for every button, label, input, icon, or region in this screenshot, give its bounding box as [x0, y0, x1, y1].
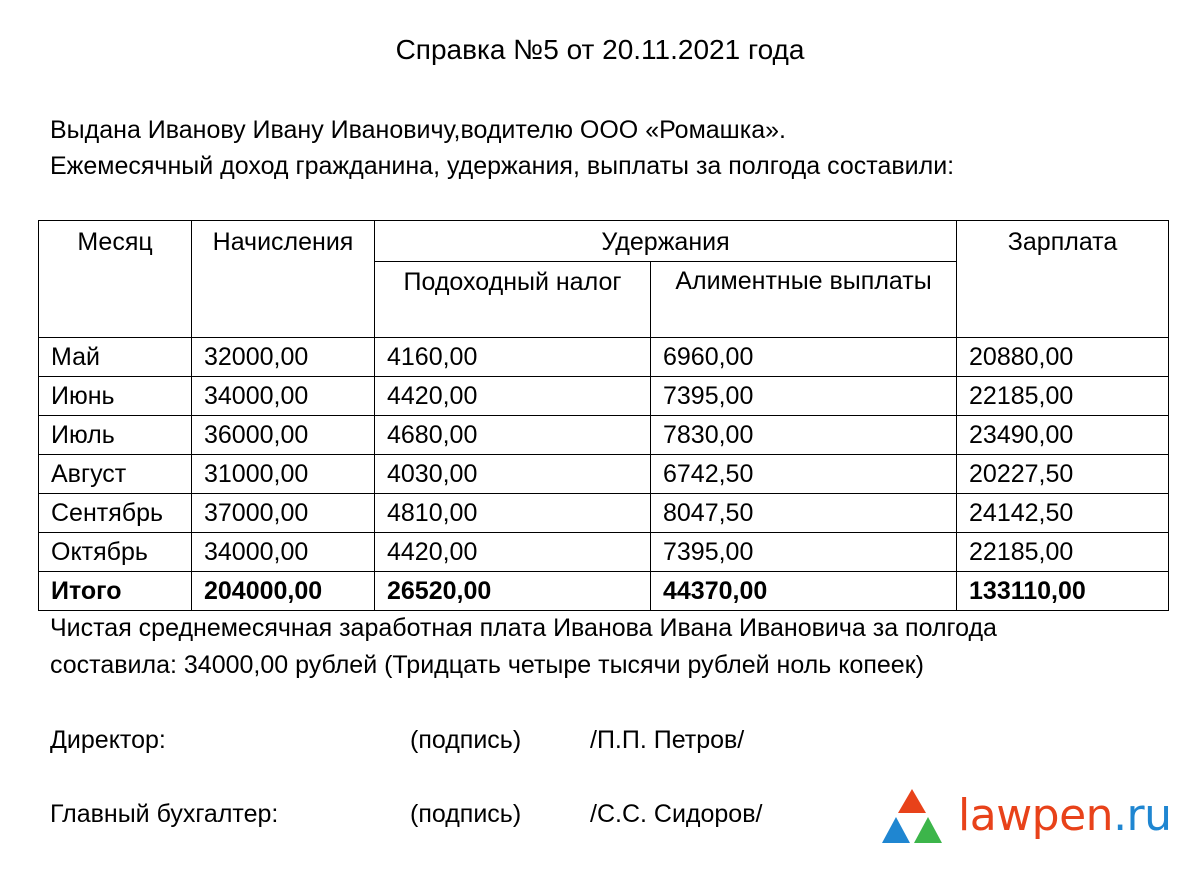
cell-alimony: 7395,00 — [651, 533, 957, 572]
cell-accruals: 34000,00 — [192, 377, 375, 416]
cell-alimony: 7395,00 — [651, 377, 957, 416]
cell-salary: 24142,50 — [957, 494, 1169, 533]
accountant-name: /С.С. Сидоров/ — [590, 800, 763, 828]
cell-alimony: 6742,50 — [651, 455, 957, 494]
triangle-logo-icon — [880, 787, 944, 845]
cell-income-tax: 4810,00 — [375, 494, 651, 533]
logo-text — [958, 786, 1172, 846]
header-month: Месяц — [39, 221, 192, 338]
lawpen-logo — [880, 786, 1172, 846]
table-row — [39, 416, 1169, 455]
cell-alimony: 8047,50 — [651, 494, 957, 533]
total-income-tax: 26520,00 — [375, 572, 651, 611]
cell-month: Июнь — [39, 377, 192, 416]
header-salary: Зарплата — [957, 221, 1169, 338]
cell-month: Август — [39, 455, 192, 494]
header-deductions: Удержания — [375, 221, 957, 262]
intro-line-2: Ежемесячный доход гражданина, удержания, выплаты за полгода составили: — [50, 152, 955, 180]
header-accruals: Начисления — [192, 221, 375, 338]
cell-income-tax: 4420,00 — [375, 533, 651, 572]
table-row — [39, 494, 1169, 533]
cell-accruals: 32000,00 — [192, 338, 375, 377]
table-row — [39, 377, 1169, 416]
intro-text — [50, 112, 1170, 184]
cell-month: Июль — [39, 416, 192, 455]
intro-line-1: Выдана Иванову Ивану Ивановичу,водителю ООО «Ромашка». — [50, 116, 786, 144]
cell-accruals: 34000,00 — [192, 533, 375, 572]
cell-alimony: 6960,00 — [651, 338, 957, 377]
director-role: Директор: — [50, 726, 166, 754]
document-title: Справка №5 от 20.11.2021 года — [395, 34, 805, 65]
cell-accruals: 31000,00 — [192, 455, 375, 494]
total-accruals: 204000,00 — [192, 572, 375, 611]
cell-month: Сентябрь — [39, 494, 192, 533]
accountant-signature: (подпись) — [410, 800, 522, 828]
cell-alimony: 7830,00 — [651, 416, 957, 455]
cell-accruals: 37000,00 — [192, 494, 375, 533]
cell-salary: 22185,00 — [957, 377, 1169, 416]
net-salary-line-1: Чистая среднемесячная заработная плата Иванова Ивана Ивановича за полгода — [50, 614, 997, 642]
total-salary: 133110,00 — [957, 572, 1169, 611]
table-row — [39, 533, 1169, 572]
net-salary-line-2: составила: 34000,00 рублей (Тридцать четыре тысячи рублей ноль копеек) — [50, 651, 924, 679]
director-name: /П.П. Петров/ — [590, 726, 745, 754]
table-row — [39, 455, 1169, 494]
income-table — [38, 220, 1169, 611]
cell-salary: 20227,50 — [957, 455, 1169, 494]
header-alimony: Алиментные выплаты — [651, 262, 957, 338]
cell-accruals: 36000,00 — [192, 416, 375, 455]
net-salary-text — [50, 610, 1170, 684]
cell-income-tax: 4030,00 — [375, 455, 651, 494]
cell-salary: 23490,00 — [957, 416, 1169, 455]
cell-income-tax: 4160,00 — [375, 338, 651, 377]
director-signature: (подпись) — [410, 726, 522, 754]
header-income-tax: Подоходный налог — [375, 262, 651, 338]
cell-salary: 22185,00 — [957, 533, 1169, 572]
logo-text-main: lawpen — [958, 790, 1114, 841]
total-alimony: 44370,00 — [651, 572, 957, 611]
cell-month: Октябрь — [39, 533, 192, 572]
table-total-row — [39, 572, 1169, 611]
accountant-role: Главный бухгалтер: — [50, 800, 279, 828]
cell-income-tax: 4680,00 — [375, 416, 651, 455]
cell-income-tax: 4420,00 — [375, 377, 651, 416]
cell-salary: 20880,00 — [957, 338, 1169, 377]
total-label: Итого — [39, 572, 192, 611]
logo-text-tld: .ru — [1113, 790, 1172, 841]
cell-month: Май — [39, 338, 192, 377]
table-row — [39, 338, 1169, 377]
